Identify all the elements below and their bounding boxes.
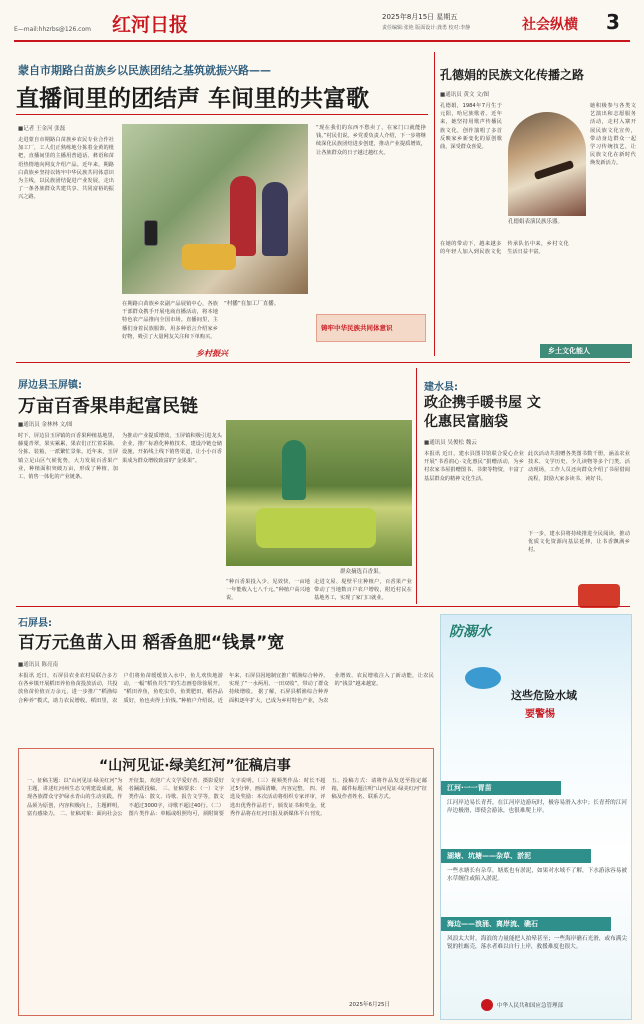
paper-name: 红河日报: [112, 14, 189, 36]
phone-icon: [144, 220, 158, 246]
safety-subtitle2: 要警惕: [525, 709, 555, 720]
donation-body-col3: 下一步，建水县将持续推进全民阅读，推动优质文化资源向基层延伸，让书香飘满乡村。: [528, 531, 630, 554]
safety-t2: 一些水塘长有杂草，塘底也有淤泥，如果对水域不了解，下水游泳容易被水草缠住或陷入淤泥。: [447, 868, 627, 883]
sidebar-body-col3: 在她的带动下，越来越多的年轻人加入到民族文化传承队伍中来，乡村文化生活日益丰富。: [440, 241, 569, 256]
fish-body: [18, 672, 434, 742]
safety-title: 防溺水: [449, 624, 491, 640]
safety-footer: 中华人民共和国应急管理部: [497, 1003, 564, 1009]
section-name: 社会纵横: [522, 17, 578, 33]
section-rule: [16, 362, 630, 363]
pf-kicker: 屏边县玉屏镇:: [18, 380, 82, 391]
safety-subtitle: 这些危险水域: [511, 689, 577, 702]
contest-body-p3: 三、征稿要求：（一）文字类作品：散文、诗歌、报告文学等，散文不超过3000字，诗歌不超过40行。（二）图片类作品：单幅或组照均可，须附简要文字说明。（三）视频类作品：时长不超过5分钟，画面清晰，内容完整。: [128, 778, 326, 817]
fruit-pile-icon: [256, 508, 376, 548]
lead-rule: [16, 114, 428, 115]
donation-divider: [416, 368, 417, 604]
lead-body-col2: 在期路白苗族乡农副产品展销中心，各族干部群众携手开展电商直播活动，将本地特色农产品推向全国市场。直播间里，主播们身着民族服饰，用多种语言介绍家乡好物，吸引了大量网友关注和下单购买。: [122, 301, 218, 340]
pf-body-col4: 走进文屋、堤壁平庄种植户，百香果产业带动了当地数百户农户增收，附近村民在基地务工，实现了家门口就业。: [314, 579, 412, 602]
safety-h2-bar: [441, 849, 591, 863]
safety-h3: 海边——浪涌、离岸流、礁石: [447, 920, 538, 928]
masthead: [0, 0, 644, 44]
lead-body-col3: “现在我们的东西不愁卖了，在家门口就能挣钱。”村民们说。乡党委负责人介绍，下一步将继续深化民族团结进步创建，推动产业提质增效，让各族群众的日子越过越红火。: [316, 125, 426, 156]
swimmer-icon: [465, 667, 501, 689]
lead-section-mark: [196, 348, 266, 362]
lead-body-col1: 走进蒙自市期路白苗族乡农民专业合作社加工厂，工人们正熟练地分拣着金黄的枇杷，直播间里的主播用普通话、彝语和苗语热情地向网友介绍产品。近年来，期路白苗族乡坚持以铸牢中华民族共同体意识为主线，以民族团结促进产业发展，走出了一条各族群众共建共享、共同富裕的振兴之路。: [18, 137, 114, 201]
contest-body-p2: 二、征稿对象：面向社会公开征集，欢迎广大文学爱好者、摄影爱好者踊跃投稿。: [59, 778, 224, 817]
sidebar-divider: [434, 52, 435, 356]
person-figure-icon: [262, 182, 288, 256]
safety-poster: [440, 614, 632, 1020]
lead-headline: 直播间里的团结声 车间里的共富歌: [16, 86, 370, 112]
donation-kicker: 建水县:: [424, 382, 458, 393]
contest-date: 2025年6月25日: [349, 1002, 390, 1008]
fish-body-p2: “稻田养鱼，鱼吃虫草，鱼粪肥田，稻谷品质好，鱼也卖得上价钱。”种植户介绍说。近年来，石屏县因地制宜推广稻渔综合种养，实现了“一水两用、一田双收”，带动了群众持续增收。: [123, 673, 329, 704]
sidebar-headline: 孔德娟的民族文化传播之路: [440, 68, 585, 82]
sidebar-photo-caption: 孔德娟表演民族乐器。: [508, 219, 564, 225]
sidebar-body-col2: 她积极参与各类文艺演出和志愿服务活动，走村入寨开展民族文化宣传，带动身边群众一起学习传统技艺，让民族文化在新时代焕发新活力。: [590, 103, 636, 167]
safety-t3: 风浪太大时，海浪的力量能把人拍晕甚至；一些海岸礁石光滑，或布满尖锐的牡蛎壳，落水者难以自行上岸，救援难度也很大。: [447, 936, 627, 951]
lead-photo: [122, 124, 308, 294]
donation-body-col1: 本报讯 近日，建水县图书馆联合爱心企业开展“书香润心·文化惠民”捐赠活动，为乡村农家书屋捐赠图书、书架等物资，丰富了基层群众的精神文化生活。: [424, 451, 524, 482]
person-figure-icon: [282, 440, 306, 500]
fish-body-p3: 据了解，石屏县稻渔综合种养面积逐年扩大，已成为乡村特色产业，为农业增效、农民增收注入了新动能，让农民的“钱景”越来越宽。: [229, 673, 434, 704]
contest-box: [18, 748, 434, 1016]
pf-photo-caption: 群众摘选百香果。: [340, 569, 385, 575]
pf-byline: ■通讯员 金林林 文/图: [18, 422, 73, 428]
page-number: 3: [606, 10, 620, 34]
logo-mark-icon: [578, 584, 620, 608]
masthead-email: E—mail:hhzrbs@126.com: [14, 26, 91, 33]
sidebar-photo: [508, 112, 586, 216]
fish-byline: ■通讯员 陈亮南: [18, 662, 58, 668]
safety-h2: 湖塘、坑塘——杂草、淤泥: [447, 852, 531, 860]
contest-body: [27, 777, 427, 999]
sidebar-stamp-text: 乡土文化能人: [548, 347, 590, 355]
masthead-date: 2025年8月15日 星期五: [382, 13, 458, 21]
safety-h1-bar: [441, 781, 561, 795]
masthead-rule: [14, 40, 630, 42]
pf-headline: 万亩百香果串起富民链: [18, 396, 198, 417]
lead-section-mark-text: 乡村振兴: [196, 349, 228, 358]
masthead-editors: 责任编辑:张艳 版面设计:龚勇 校对:李静: [382, 25, 471, 31]
section-rule-2: [16, 606, 630, 607]
sidebar-stamp: [540, 344, 632, 358]
contest-body-p5: 五、投稿方式：请将作品发送至指定邮箱，邮件标题注明“山河见证·绿美红河”征稿及作者姓名、联系方式。: [331, 778, 427, 801]
fish-body-p1: 本报讯 近日，石屏县农业农村局联合多方在各乡镇开展稻田养鱼鱼苗投放活动，共投放鱼苗价值百万余元，进一步推广“稻渔综合种养”模式，助力农民增收。稻田里，农户们将鱼苗缓缓放入水中，鱼儿欢快地游动，一幅“稻鱼共生”的生态画卷徐徐展开。: [18, 673, 223, 704]
sidebar-body-col1: 孔德娟，1984年7月生于元阳，哈尼族歌者。近年来，她坚持用歌声传播民族文化，创作演唱了多首反映家乡新变化的原创歌曲，深受群众喜爱。: [440, 103, 502, 151]
fish-headline: 百万元鱼苗入田 稻香鱼肥“钱景”宽: [18, 633, 285, 653]
fruit-basket-icon: [182, 244, 236, 270]
lead-photo-banner: [316, 314, 426, 342]
lead-byline: ■记者 王金河 张磊: [18, 126, 66, 132]
pf-body-col3: “种百香果投入少、见效快，一亩地一年能收入七八千元。”种植户高兴地说。: [226, 579, 310, 602]
lead-photo-caption: “村播”在加工厂直播。: [224, 301, 280, 307]
person-figure-icon: [230, 176, 256, 256]
donation-body-col2: 此次活动共捐赠各类图书数千册，涵盖农业技术、文学历史、少儿读物等多个门类。活动现场，工作人员还向群众介绍了书屋借阅流程，鼓励大家多读书、读好书。: [528, 451, 630, 482]
safety-h3-bar: [441, 917, 611, 931]
contest-body-p1: 一、征稿主题：以“山河见证·绿美红河”为主题，讲述红河州生态文明建设成就，展现各族群众守护绿水青山的生动实践。作品须为原创，内容积极向上，主题鲜明，富有感染力。: [27, 778, 123, 817]
donation-byline: ■通讯员 吴俊松 魏云: [424, 440, 477, 446]
donation-headline: 政企携手暖书屋 文化惠民富脑袋: [424, 395, 541, 430]
pf-photo: [226, 420, 412, 566]
contest-body-p4: 四、评选及奖励：本次活动将组织专家评审，评选出优秀作品若干，颁发证书和奖金，优秀作品将在红河日报及新媒体平台刊发。: [230, 786, 326, 817]
safety-t1: 江河岸边易长青苔，在江河岸边游玩时，极容易滑入水中；长青苔的江河岸边极滑，即使会游泳，也很难爬上岸。: [447, 800, 627, 815]
lead-banner-text: 铸牢中华民族共同体意识: [321, 324, 393, 332]
pf-body-col1: 时下，屏边县玉屏镇的百香果种植基地里，藤蔓青翠，果实累累，果农们正忙着采摘、分拣、装箱，一派繁忙景象。近年来，玉屏镇立足山区气候优势，大力发展百香果产业，种植面积突破万亩，形成了种植、加工、销售一体化的产业链条。: [18, 433, 118, 481]
contest-title: “山河见证·绿美红河”征稿启事: [99, 758, 291, 774]
lead-kicker: 蒙自市期路白苗族乡以民族团结之基筑就振兴路——: [18, 64, 271, 77]
instrument-icon: [534, 160, 575, 180]
sidebar-byline: ■通讯员 黄文 文/图: [440, 92, 490, 98]
safety-h1: 江河·一一胃苗: [447, 784, 492, 792]
pf-body-col2: 为推动产业提质增效，玉屏镇积极引进龙头企业，推广标准化种植技术，建设冷链仓储设施，开拓线上线下销售渠道，让小小百香果成为群众增收致富的“金果果”。: [122, 433, 222, 464]
fish-kicker: 石屏县:: [18, 618, 52, 629]
emblem-icon: [481, 999, 493, 1011]
